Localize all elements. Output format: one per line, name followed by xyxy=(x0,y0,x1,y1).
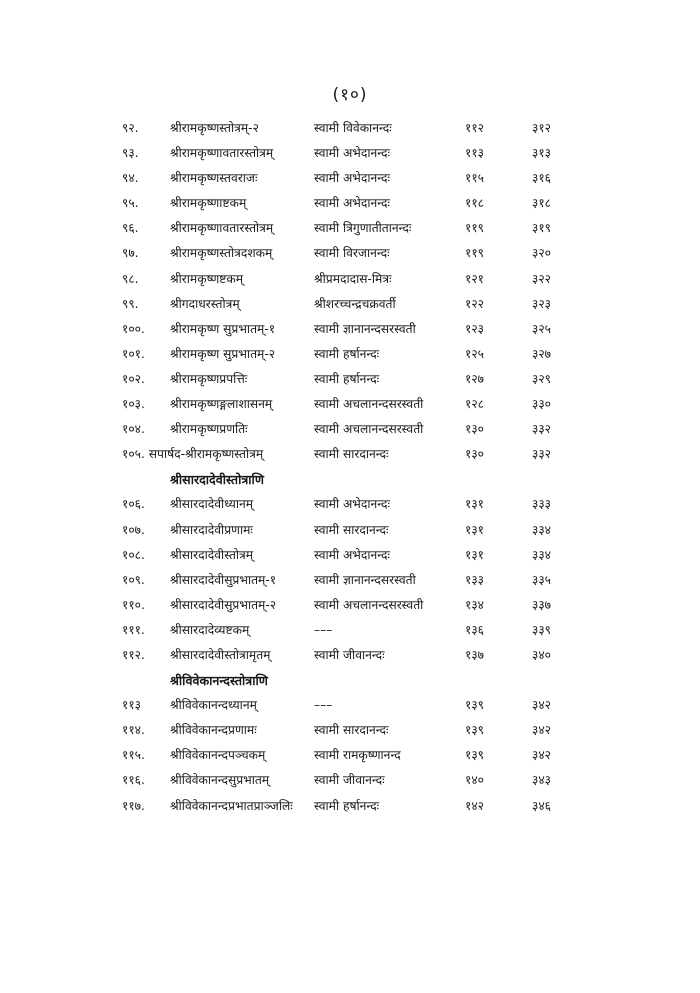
entry-number: ९२. xyxy=(122,121,139,135)
entry-title: श्रीरामकृष्णस्तवराजः xyxy=(170,171,258,186)
entry-title: श्रीविवेकानन्दपञ्चकम् xyxy=(170,748,266,763)
entry-page-text: १२५ xyxy=(465,346,485,361)
toc-row xyxy=(122,518,572,543)
entry-page-commentary: ३४० xyxy=(532,647,552,662)
entry-author: स्वामी सारदानन्दः xyxy=(314,447,389,462)
entry-number: ११२. xyxy=(122,647,145,662)
entry-title: श्रीरामकृष्णाष्टकम् xyxy=(170,196,247,211)
entry-title: श्रीविवेकानन्दसुप्रभातम् xyxy=(170,773,270,788)
entry-number: १०२. xyxy=(122,371,145,386)
entry-title: श्रीसारदादेवीप्रणामः xyxy=(170,522,253,537)
page-number: (१०) xyxy=(332,85,368,105)
entry-page-commentary: ३१२ xyxy=(532,121,552,135)
toc-row xyxy=(122,216,572,241)
entry-author: स्वामी विरजानन्दः xyxy=(314,246,390,261)
toc-row xyxy=(122,116,572,141)
entry-title: १०५. सपार्षद-श्रीरामकृष्णस्तोत्रम् xyxy=(122,447,264,462)
entry-page-commentary: ३२७ xyxy=(532,346,552,361)
entry-page-commentary: ३३३ xyxy=(532,497,552,512)
entry-title: श्रीरामकृष्णङ्गलाशासनम् xyxy=(170,397,273,412)
entry-page-commentary: ३३४ xyxy=(532,522,552,537)
entry-number: १०७. xyxy=(122,522,145,537)
entry-number: १००. xyxy=(122,321,145,336)
entry-page-text: १३४ xyxy=(465,597,485,612)
toc-row xyxy=(122,392,572,417)
table-of-contents xyxy=(122,116,572,819)
entry-number: ११४. xyxy=(122,723,145,738)
entry-number: १०८. xyxy=(122,547,145,562)
entry-author: स्वामी अभेदानन्दः xyxy=(314,497,390,512)
entry-page-commentary: ३४६ xyxy=(532,798,552,813)
entry-number: ९६. xyxy=(122,221,139,236)
entry-number: ११५. xyxy=(122,748,145,763)
toc-row xyxy=(122,267,572,292)
entry-number: ९५. xyxy=(122,196,139,211)
entry-author: स्वामी सारदानन्दः xyxy=(314,723,389,738)
entry-title: श्रीविवेकानन्दध्यानम् xyxy=(170,698,257,713)
entry-number: १०४. xyxy=(122,422,145,437)
entry-number: ११३ xyxy=(122,698,142,713)
entry-title: श्रीगदाधरस्तोत्रम् xyxy=(170,296,240,311)
toc-row xyxy=(122,743,572,768)
entry-page-text: ११३ xyxy=(465,146,485,161)
entry-page-commentary: ३३७ xyxy=(532,597,552,612)
entry-page-commentary: ३४२ xyxy=(532,698,552,713)
entry-author: स्वामी ज्ञानानन्दसरस्वती xyxy=(314,321,416,336)
entry-author: स्वामी त्रिगुणातीतानन्दः xyxy=(314,221,412,236)
entry-author: स्वामी अभेदानन्दः xyxy=(314,171,390,186)
entry-page-text: १३० xyxy=(465,447,485,462)
entry-title: श्रीरामकृष्णप्रपत्तिः xyxy=(170,371,248,386)
entry-author: स्वामी सारदानन्दः xyxy=(314,522,389,537)
entry-page-text: १४० xyxy=(465,773,485,788)
entry-number: १११. xyxy=(122,622,145,637)
entry-number: ९३. xyxy=(122,146,139,161)
entry-title: श्रीसारदादेवीस्तोत्रम् xyxy=(170,547,254,562)
entry-number: ९४. xyxy=(122,171,139,186)
entry-page-commentary: ३१६ xyxy=(532,171,552,186)
entry-page-text: १३१ xyxy=(465,547,485,562)
entry-page-text: १३१ xyxy=(465,522,485,537)
entry-page-commentary: ३२२ xyxy=(532,271,552,286)
entry-title: श्रीरामकृष्णस्तोत्रम्-२ xyxy=(170,121,259,135)
entry-title: श्रीसारदादेवीसुप्रभातम्-१ xyxy=(170,572,277,587)
toc-row xyxy=(122,442,572,467)
entry-title: श्रीसारदादेवीसुप्रभातम्-२ xyxy=(170,597,277,612)
toc-row xyxy=(122,593,572,618)
entry-author: स्वामी अभेदानन्दः xyxy=(314,196,390,211)
entry-page-text: १३७ xyxy=(465,647,485,662)
entry-page-commentary: ३२३ xyxy=(532,296,552,311)
entry-author: स्वामी रामकृष्णानन्द xyxy=(314,748,401,763)
entry-page-text: ११९ xyxy=(465,246,485,261)
toc-row xyxy=(122,342,572,367)
toc-row xyxy=(122,794,572,819)
toc-row xyxy=(122,317,572,342)
entry-page-commentary: ३३९ xyxy=(532,622,552,637)
entry-author: स्वामी अभेदानन्दः xyxy=(314,146,390,161)
entry-author: स्वामी विवेकानन्दः xyxy=(314,121,392,135)
entry-number: ९९. xyxy=(122,296,139,311)
entry-page-text: ११२ xyxy=(465,121,485,135)
entry-author: स्वामी अचलानन्दसरस्वती xyxy=(314,597,424,612)
entry-title: श्रीरामकृष्णावतारस्तोत्रम् xyxy=(170,146,274,161)
entry-page-text: १३९ xyxy=(465,723,485,738)
entry-page-commentary: ३१८ xyxy=(532,196,552,211)
entry-page-text: १३६ xyxy=(465,622,485,637)
toc-row xyxy=(122,768,572,793)
entry-page-commentary: ३३५ xyxy=(532,572,552,587)
toc-row xyxy=(122,367,572,392)
entry-title: श्रीसारदादेवीस्तोत्रामृतम् xyxy=(170,647,271,662)
entry-title: श्रीरामकृष्ण सुप्रभातम्-१ xyxy=(170,321,276,336)
entry-number: ११६. xyxy=(122,773,145,788)
entry-number: १०३. xyxy=(122,397,145,412)
entry-author: स्वामी हर्षानन्दः xyxy=(314,798,380,813)
entry-number: १०९. xyxy=(122,572,145,587)
entry-author: ––– xyxy=(314,622,333,637)
entry-page-text: १२८ xyxy=(465,397,485,412)
entry-title: श्रीसारदादेव्यष्टकम् xyxy=(170,622,250,637)
entry-page-text: १२७ xyxy=(465,371,485,386)
entry-title: श्रीविवेकानन्दप्रभातप्राञ्जलिः xyxy=(170,798,293,813)
toc-row xyxy=(122,718,572,743)
entry-title: श्रीरामकृष्णस्तोत्रदशकम् xyxy=(170,246,273,261)
entry-page-text: ११८ xyxy=(465,196,485,211)
toc-row xyxy=(122,693,572,718)
entry-page-text: १३१ xyxy=(465,497,485,512)
entry-page-commentary: ३३२ xyxy=(532,447,552,462)
entry-page-text: १२२ xyxy=(465,296,485,311)
entry-number: ११०. xyxy=(122,597,145,612)
entry-page-text: ११९ xyxy=(465,221,485,236)
entry-number: ९७. xyxy=(122,246,139,261)
entry-author: श्रीशरच्चन्द्रचक्रवर्ती xyxy=(314,296,396,311)
entry-title: श्रीरामकृष्णष्टकम् xyxy=(170,271,244,286)
entry-title: श्रीसारदादेवीध्यानम् xyxy=(170,497,254,512)
entry-page-text: १४२ xyxy=(465,798,485,813)
section-heading-sarada: श्रीसारदादेवीस्तोत्राणि xyxy=(170,472,264,488)
entry-page-text: १३९ xyxy=(465,698,485,713)
entry-author: स्वामी अचलानन्दसरस्वती xyxy=(314,422,424,437)
toc-row xyxy=(122,492,572,517)
entry-page-text: १२३ xyxy=(465,321,485,336)
entry-author: स्वामी हर्षानन्दः xyxy=(314,371,380,386)
entry-number: ११७. xyxy=(122,798,145,813)
entry-author: स्वामी जीवानन्दः xyxy=(314,773,385,788)
toc-row xyxy=(122,643,572,668)
toc-row xyxy=(122,568,572,593)
entry-author: स्वामी अचलानन्दसरस्वती xyxy=(314,397,424,412)
entry-title: श्रीविवेकानन्दप्रणामः xyxy=(170,723,257,738)
entry-number: १०६. xyxy=(122,497,145,512)
entry-page-commentary: ३३२ xyxy=(532,422,552,437)
entry-number: १०१. xyxy=(122,346,145,361)
toc-row xyxy=(122,417,572,442)
toc-row xyxy=(122,618,572,643)
entry-author: स्वामी ज्ञानानन्दसरस्वती xyxy=(314,572,416,587)
toc-row xyxy=(122,292,572,317)
entry-page-commentary: ३३० xyxy=(532,397,552,412)
entry-author: ––– xyxy=(314,698,333,713)
section-heading-vivekananda: श्रीविवेकानन्दस्तोत्राणि xyxy=(170,673,268,689)
entry-page-commentary: ३१९ xyxy=(532,221,552,236)
entry-page-text: १३९ xyxy=(465,748,485,763)
entry-page-commentary: ३१३ xyxy=(532,146,552,161)
entry-page-commentary: ३४३ xyxy=(532,773,552,788)
entry-page-commentary: ३४२ xyxy=(532,748,552,763)
entry-author: श्रीप्रमदादास-मित्रः xyxy=(314,271,392,286)
entry-title: श्रीरामकृष्णप्रणतिः xyxy=(170,422,248,437)
entry-author: स्वामी हर्षानन्दः xyxy=(314,346,380,361)
entry-page-commentary: ३४२ xyxy=(532,723,552,738)
entry-title: श्रीरामकृष्ण सुप्रभातम्-२ xyxy=(170,346,276,361)
toc-row xyxy=(122,166,572,191)
toc-row xyxy=(122,543,572,568)
toc-row xyxy=(122,141,572,166)
toc-row xyxy=(122,191,572,216)
toc-row xyxy=(122,241,572,266)
entry-number: ९८. xyxy=(122,271,139,286)
entry-page-commentary: ३२५ xyxy=(532,321,552,336)
entry-page-commentary: ३३४ xyxy=(532,547,552,562)
entry-page-text: ११५ xyxy=(465,171,485,186)
entry-author: स्वामी अभेदानन्दः xyxy=(314,547,390,562)
entry-page-commentary: ३२९ xyxy=(532,371,552,386)
entry-title: श्रीरामकृष्णावतारस्तोत्रम् xyxy=(170,221,274,236)
entry-author: स्वामी जीवानन्दः xyxy=(314,647,385,662)
entry-page-text: १२१ xyxy=(465,271,485,286)
entry-page-commentary: ३२० xyxy=(532,246,552,261)
entry-page-text: १३३ xyxy=(465,572,485,587)
entry-page-text: १३० xyxy=(465,422,485,437)
